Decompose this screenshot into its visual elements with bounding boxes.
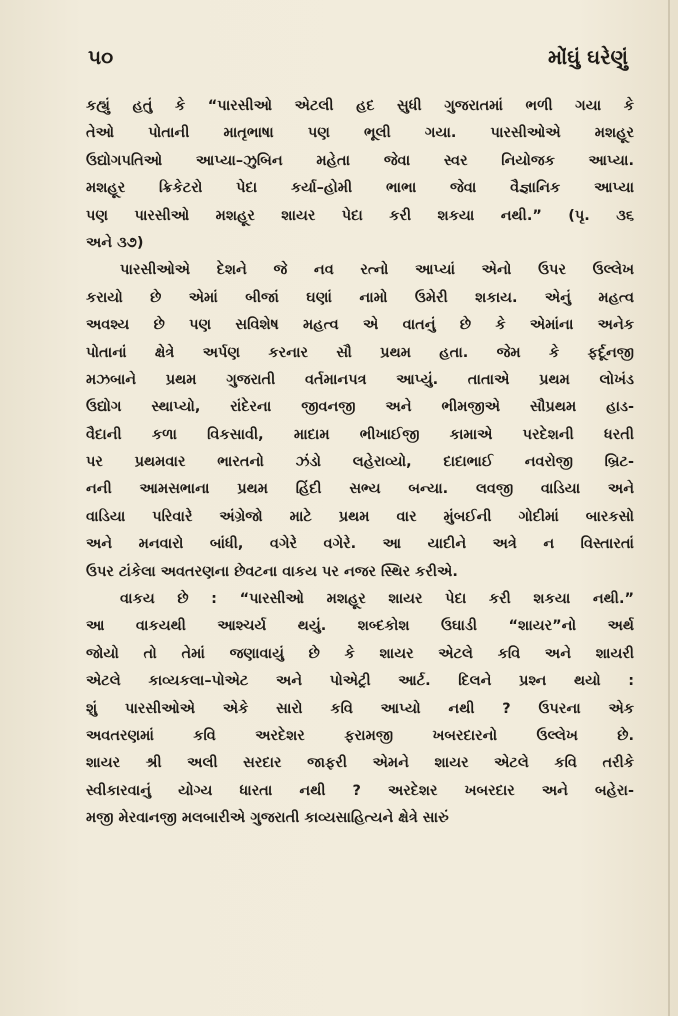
text-line: અવશ્ય છે પણ સવિશેષ મહત્વ એ વાતનું છે કે એમાંના અનેક [86,317,634,334]
text-line: મશહૂર ક્રિકેટરો પેદા કર્યા–હોમી ભાભા જેવા વૈજ્ઞાનિક આપ્યા [86,180,634,197]
text-line: ઉદ્યોગપતિઓ આપ્યા–ઝુબિન મહેતા જેવા સ્વર નિયોજક આપ્યા. [86,152,634,169]
text-line: ઉદ્યોગ સ્થાપ્યો, રાંદેરના જીવનજી અને ભીમજીએ સૌપ્રથમ હાડ- [86,399,634,416]
text-line: નની આમસભાના પ્રથમ હિંદી સભ્ય બન્યા. લવજી વાડિયા અને [86,481,634,498]
text-line: અને ૩૭) [86,234,144,251]
text-line: શાયર શ્રી અલી સરદાર જાફરી એમને શાયર એટલે કવિ તરીકે [86,755,634,772]
paragraph [86,257,634,586]
text-line: પારસીઓએ દેશને જે નવ રત્નો આપ્યાં એનો ઉપર ઉલ્લેખ [120,262,634,279]
text-line: ઉપર ટાંકેલા અવતરણના છેવટના વાકય પર નજર સ્થિર કરીએ. [86,563,458,580]
page-number: ૫૦ [88,45,114,69]
text-line: પર પ્રથમવાર ભારતનો ઝંડો લહેરાવ્યો, દાદાભાઈ નવરોજી બ્રિટ- [86,454,634,471]
text-line: કહ્યું હતું કે “પારસીઓ એટલી હદ સુધી ગુજરાતમાં ભળી ગયા કે [86,98,634,114]
text-line: પણ પારસીઓ મશહૂર શાયર પેદા કરી શકયા નથી.” (પૃ. ૩૬ [86,207,634,224]
running-title: મોંઘું ઘરેણું [548,45,628,69]
text-line: મઝબાને પ્રથમ ગુજરાતી વર્તમાનપત્ર આપ્યું. તાતાએ પ્રથમ લોખંડ [86,371,634,388]
text-line: મજી મેરવાનજી મલબારીએ ગુજરાતી કાવ્યસાહિત્યને ક્ષેત્રે સારું [86,810,449,827]
text-line: જોયો તો તેમાં જણાવાયું છે કે શાયર એટલે કવિ અને શાયરી [86,645,634,662]
paragraph [86,93,634,257]
text-line: શું પારસીઓએ એકે સારો કવિ આપ્યો નથી ? ઉપરના એક [86,700,634,717]
page-header [88,40,628,74]
page-edge-rule [668,0,670,1016]
text-line: અવતરણમાં કવિ અરદેશર ફરામજી ખબરદારનો ઉલ્લેખ છે. [86,727,634,744]
text-line: એટલે કાવ્યકલા–પોએટ અને પોએટ્રી આર્ટ. દિલને પ્રશ્ન થયો : [86,673,634,690]
text-line: પોતાનાં ક્ષેત્રે અર્પણ કરનાર સૌ પ્રથમ હતા. જેમ કે ફર્દૂનજી [86,344,634,361]
text-line: આ વાકયથી આશ્ચર્ય થયું. શબ્દકોશ ઉઘાડી “શાયર”નો અર્થ [86,618,634,635]
text-line: સ્વીકારવાનું યોગ્ય ધારતા નથી ? અરદેશર ખબરદાર અને બહેરા- [86,782,634,799]
paragraph [86,586,634,833]
text-line: અને મનવારો બાંધી, વગેરે વગેરે. આ યાદીને અત્રે ન વિસ્તારતાં [86,536,634,553]
text-line: તેઓ પોતાની માતૃભાષા પણ ભૂલી ગયા. પારસીઓએ મશહૂર [86,125,634,142]
text-line: કરાયો છે એમાં બીજાં ઘણાં નામો ઉમેરી શકાય. એનું મહત્વ [86,289,634,306]
body-text [86,93,634,833]
text-line: વાકય છે : “પારસીઓ મશહૂર શાયર પેદા કરી શકયા નથી.” [120,591,634,608]
text-line: વૈદાની કળા વિકસાવી, માદામ ભીખાઈજી કામાએ પરદેશની ધરતી [86,426,634,443]
text-line: વાડિયા પરિવારે અંગ્રેજો માટે પ્રથમ વાર મુંબઈની ગોદીમાં બારકસો [86,508,634,525]
